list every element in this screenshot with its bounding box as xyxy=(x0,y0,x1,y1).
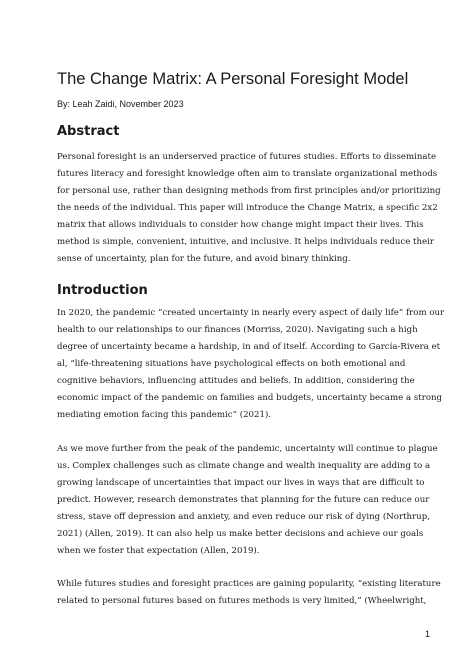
text-line: futures literacy and foresight knowledge often aim to translate organizational methods xyxy=(57,169,438,179)
text-line: matrix that allows individuals to consider how change might impact their lives. This xyxy=(57,220,424,230)
text-line: method is simple, convenient, intuitive, and inclusive. It helps individuals reduce their xyxy=(57,237,434,247)
text-line: degree of uncertainty became a hardship, in and of itself. According to García-Rivera et xyxy=(57,342,441,352)
introduction-paragraph-1 xyxy=(57,305,445,424)
text-line: As we move further from the peak of the pandemic, uncertainty will continue to plague xyxy=(57,444,438,454)
text-line: related to personal futures based on futures methods is very limited,” (Wheelwright, xyxy=(57,596,427,606)
text-line: mediating emotion facing this pandemic” (2021). xyxy=(57,410,272,420)
paper-title: The Change Matrix: A Personal Foresight Model xyxy=(57,70,409,88)
text-line: sense of uncertainty, plan for the future, and avoid binary thinking. xyxy=(57,254,351,264)
text-line: In 2020, the pandemic “created uncertainty in nearly every aspect of daily life” from our xyxy=(57,308,445,318)
text-line: cognitive behaviors, influencing attitudes and beliefs. In addition, considering the xyxy=(57,376,415,386)
text-line: While futures studies and foresight practices are gaining popularity, “existing literature xyxy=(57,579,441,589)
introduction-paragraph-2 xyxy=(57,441,438,560)
text-line: for personal use, rather than designing methods from first principles and/or prioritizing xyxy=(57,186,441,196)
introduction-heading: Introduction xyxy=(57,283,148,298)
text-line: Personal foresight is an underserved practice of futures studies. Efforts to disseminate xyxy=(57,152,437,162)
text-line: growing landscape of uncertainties that impact our lives in ways that are difficult to xyxy=(57,478,425,488)
text-line: predict. However, research demonstrates that planning for the future can reduce our xyxy=(57,495,430,505)
text-line: the needs of the individual. This paper will introduce the Change Matrix, a specific 2x2 xyxy=(57,203,438,213)
page-number: 1 xyxy=(424,629,430,639)
text-line: al, “life-threatening situations have psychological effects on both emotional and xyxy=(57,359,406,369)
abstract-paragraph xyxy=(57,149,441,268)
text-line: stress, stave off depression and anxiety, and even reduce our risk of dying (Northrup, xyxy=(57,512,430,522)
introduction-paragraph-3 xyxy=(57,576,441,610)
author-byline: By: Leah Zaidi, November 2023 xyxy=(57,99,184,109)
text-line: health to our relationships to our finances (Morriss, 2020). Navigating such a high xyxy=(57,325,418,335)
text-line: 2021) (Allen, 2019). It can also help us make better decisions and achieve our goals xyxy=(57,529,424,539)
text-line: us. Complex challenges such as climate change and wealth inequality are adding to a xyxy=(57,461,431,471)
text-line: when we foster that expectation (Allen, 2019). xyxy=(57,546,260,556)
text-line: economic impact of the pandemic on families and budgets, uncertainty became a strong xyxy=(57,393,443,403)
abstract-heading: Abstract xyxy=(57,124,120,139)
